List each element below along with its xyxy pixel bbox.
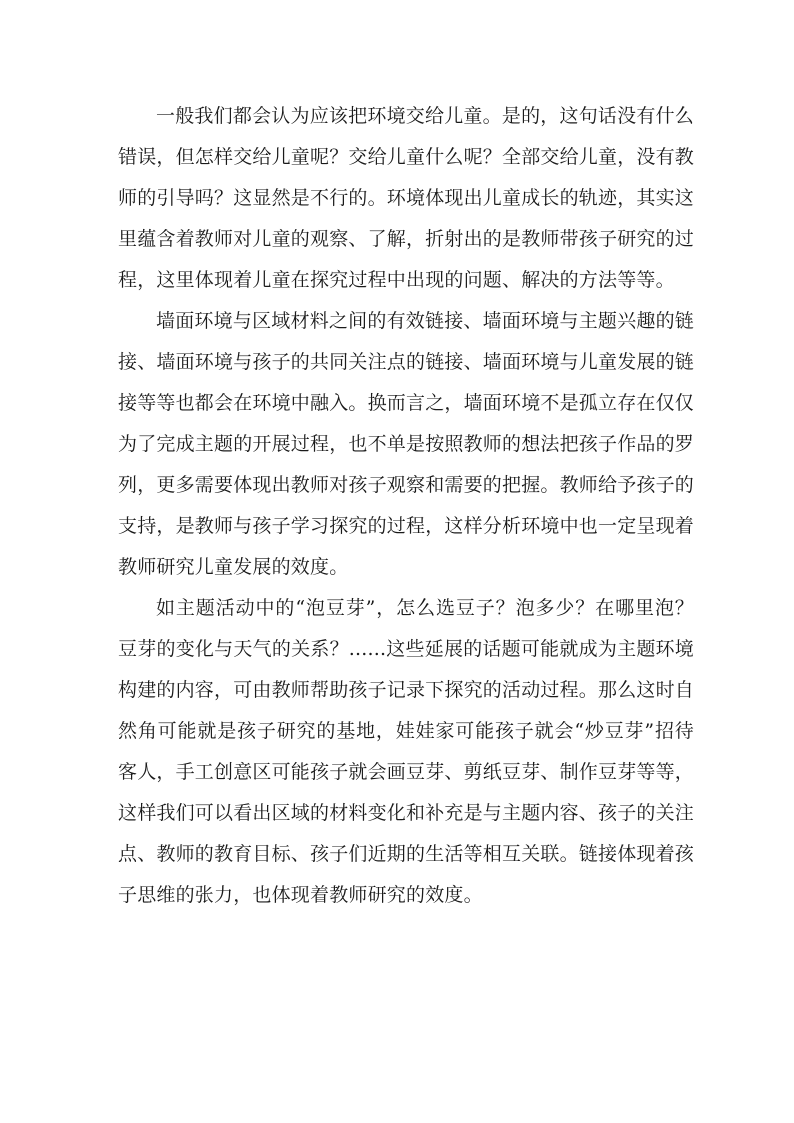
paragraph-3: 如主题活动中的“泡豆芽”，怎么选豆子？泡多少？在哪里泡？豆芽的变化与天气的关系？......这些延展的话题可能就成为主题环境构建的内容，可由教师帮助孩子记录下探究的活动过程。那么这时自然角可能就是孩子研究的基地，娃娃家可能孩子就会“炒豆芽”招待客人，手工创意区可能孩子就会画豆芽、剪纸豆芽、制作豆芽等等，这样我们可以看出区域的材料变化和补充是与主题内容、孩子的关注点、教师的教育目标、孩子们近期的生活等相互关联。链接体现着孩子思维的张力，也体现着教师研究的效度。 — [118, 597, 695, 906]
paragraph-2: 墙面环境与区域材料之间的有效链接、墙面环境与主题兴趣的链接、墙面环境与孩子的共同关注点的链接、墙面环境与儿童发展的链接等等也都会在环境中融入。换而言之，墙面环境不是孤立存在仅仅为了完成主题的开展过程，也不单是按照教师的想法把孩子作品的罗列，更多需要体现出教师对孩子观察和需要的把握。教师给予孩子的支持，是教师与孩子学习探究的过程，这样分析环境中也一定呈现着教师研究儿童发展的效度。 — [118, 310, 695, 578]
document-page — [118, 96, 694, 916]
paragraph-1: 一般我们都会认为应该把环境交给儿童。是的，这句话没有什么错误，但怎样交给儿童呢？交给儿童什么呢？全部交给儿童，没有教师的引导吗？这显然是不行的。环境体现出儿童成长的轨迹，其实这里蕴含着教师对儿童的观察、了解，折射出的是教师带孩子研究的过程，这里体现着儿童在探究过程中出现的问题、解决的方法等等。 — [118, 105, 695, 291]
